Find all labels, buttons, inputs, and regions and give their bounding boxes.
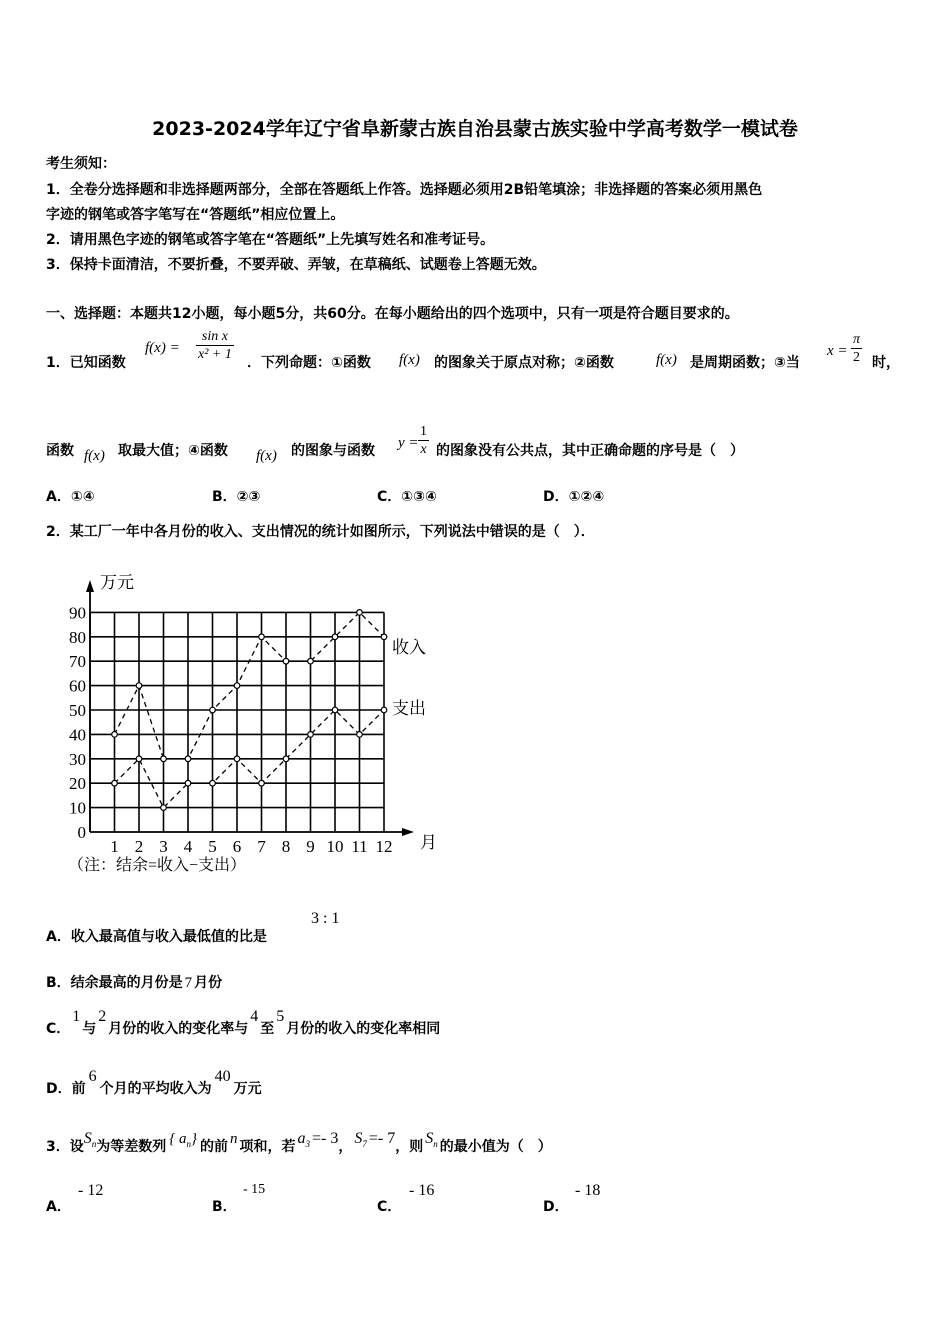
data-point [357,610,363,616]
q1-line2d: 的图象没有公共点，其中正确命题的序号是（ ） [436,443,744,459]
q2-option-d[interactable]: D．前6个月的平均收入为40万元 [46,1068,262,1097]
q1-option-a[interactable]: A．①④ [46,489,95,505]
data-point [308,658,314,664]
q3-option-d-value: - 18 [575,1182,601,1199]
q1-part3: 是周期函数；③当 [690,355,800,371]
data-point [283,756,289,762]
q1-y-fraction: $\frac{1}{x}$ [420,424,427,457]
data-point [234,756,240,762]
q3-option-b-value: - 15 [243,1182,266,1197]
x-tick-label: 5 [208,837,217,856]
x-tick-label: 11 [351,837,368,856]
page-title: 2023-2024学年辽宁省阜新蒙古族自治县蒙古族实验中学高考数学一模试卷 [152,118,798,140]
x-tick-label: 2 [134,837,144,856]
x-tick-label: 7 [257,837,266,856]
data-point [112,780,118,786]
data-point [332,707,338,713]
q1-line2a: 函数 [46,443,74,459]
q2-stem: 2．某工厂一年中各月份的收入、支出情况的统计如图所示，下列说法中错误的是（ ）． [46,524,595,540]
y-tick-label: 60 [69,676,86,696]
x-tick-label: 12 [375,837,393,856]
q3-option-a[interactable]: A． [46,1199,71,1215]
chart-note: （注：结余=收入−支出） [68,857,247,874]
data-point [161,805,167,811]
y-axis-label: 万元 [100,573,134,592]
x-tick-label: 10 [326,837,344,856]
data-point [234,683,240,689]
y-tick-label: 20 [69,774,86,794]
q1-pi-fraction: $\frac{\pi}{2}$ [853,332,861,365]
data-point [112,732,118,738]
notice-item: 2．请用黑色字迹的钢笔或答字笔在“答题纸”上先填写姓名和准考证号。 [46,232,495,248]
q2-option-a-math: 3 : 1 [311,910,340,927]
q3-option-c-value: - 16 [409,1182,435,1199]
q1-option-d[interactable]: D．①②④ [543,489,605,505]
y-tick-label: 0 [77,823,86,842]
x-tick-label: 8 [281,837,291,856]
data-point [185,780,191,786]
x-tick-label: 9 [306,837,315,856]
y-tick-label: 50 [69,701,86,720]
income-expense-chart [60,570,450,875]
y-tick-label: 70 [69,652,86,672]
q1-option-c[interactable]: C．①③④ [377,489,437,505]
q1-part2: 的图象关于原点对称；②函数 [434,355,614,371]
data-point [210,780,216,786]
q1-fx3: f(x) [656,352,677,368]
q1-fraction: $\frac{\text{sin x}}{\text{x² + 1}}$ [198,329,232,362]
series-label: 支出 [392,699,426,718]
y-tick-label: 30 [69,749,86,769]
section-heading: 一、选择题：本题共12小题，每小题5分，共60分。在每小题给出的四个选项中，只有一项是符合题目要求的。 [46,306,739,322]
q3-option-c[interactable]: C． [377,1199,402,1215]
y-tick-label: 80 [69,627,86,647]
data-point [161,756,167,762]
q1-line2c: 的图象与函数 [291,443,375,459]
data-point [283,658,289,664]
q1-xeq: x = [827,343,848,359]
q3-option-d[interactable]: D． [543,1199,569,1215]
q3-option-b[interactable]: B． [212,1199,237,1215]
data-point [357,732,363,738]
q2-option-b[interactable]: B．结余最高的月份是 7 月份 [46,975,223,991]
q3-option-a-value: - 12 [78,1182,104,1199]
y-tick-label: 40 [69,725,86,745]
y-tick-label: 90 [69,603,86,623]
q2-option-a[interactable]: A．收入最高值与收入最低值的比是 [46,929,267,945]
data-point [381,634,387,640]
q1-fx5: f(x) [256,448,277,464]
q1-line2b: 取最大值；④函数 [118,443,228,459]
data-point [332,634,338,640]
q1-prefix: 1．已知函数 [46,355,126,371]
data-point [185,756,191,762]
data-point [210,707,216,713]
x-tick-label: 3 [159,837,168,856]
q1-part1: ．下列命题：①函数 [247,355,371,371]
notice-item: 1．全卷分选择题和非选择题两部分，全部在答题纸上作答。选择题必须用2B铅笔填涂；非选择题的答案必须用黑色 [46,182,763,198]
x-axis-arrow [402,828,414,836]
x-tick-label: 6 [232,837,242,856]
q1-fx: f(x) = [145,340,180,356]
data-point [259,780,265,786]
q3-stem: 3．设$S_n$为等差数列 { $a_n$} 的前 n 项和，若 $a_3 =- 3$， $S_7 =- 7$，则 $S_n$ 的最小值为（ ） [46,1130,552,1155]
notice-item: 3．保持卡面清洁，不要折叠，不要弄破、弄皱，在草稿纸、试题卷上答题无效。 [46,257,546,273]
notice-item: 字迹的钢笔或答字笔写在“答题纸”相应位置上。 [46,207,345,223]
q1-part4: 时， [872,355,900,371]
x-tick-label: 4 [183,837,193,856]
y-tick-label: 10 [69,798,86,818]
data-point [259,634,265,640]
x-axis-label: 月 [420,833,437,852]
data-point [308,732,314,738]
notice-heading: 考生须知： [46,156,116,172]
data-point [136,683,142,689]
series-label: 收入 [392,637,426,657]
y-axis-arrow [86,580,94,592]
q1-yeq: y = [398,435,419,451]
q2-option-c[interactable]: C．1与2月份的收入的变化率与4至5月份的收入的变化率相同 [46,1008,441,1037]
q1-fx4: f(x) [84,448,105,464]
data-point [381,707,387,713]
data-point [136,756,142,762]
x-tick-label: 1 [110,837,119,856]
q1-fx2: f(x) [399,352,420,368]
q1-option-b[interactable]: B．②③ [212,489,261,505]
